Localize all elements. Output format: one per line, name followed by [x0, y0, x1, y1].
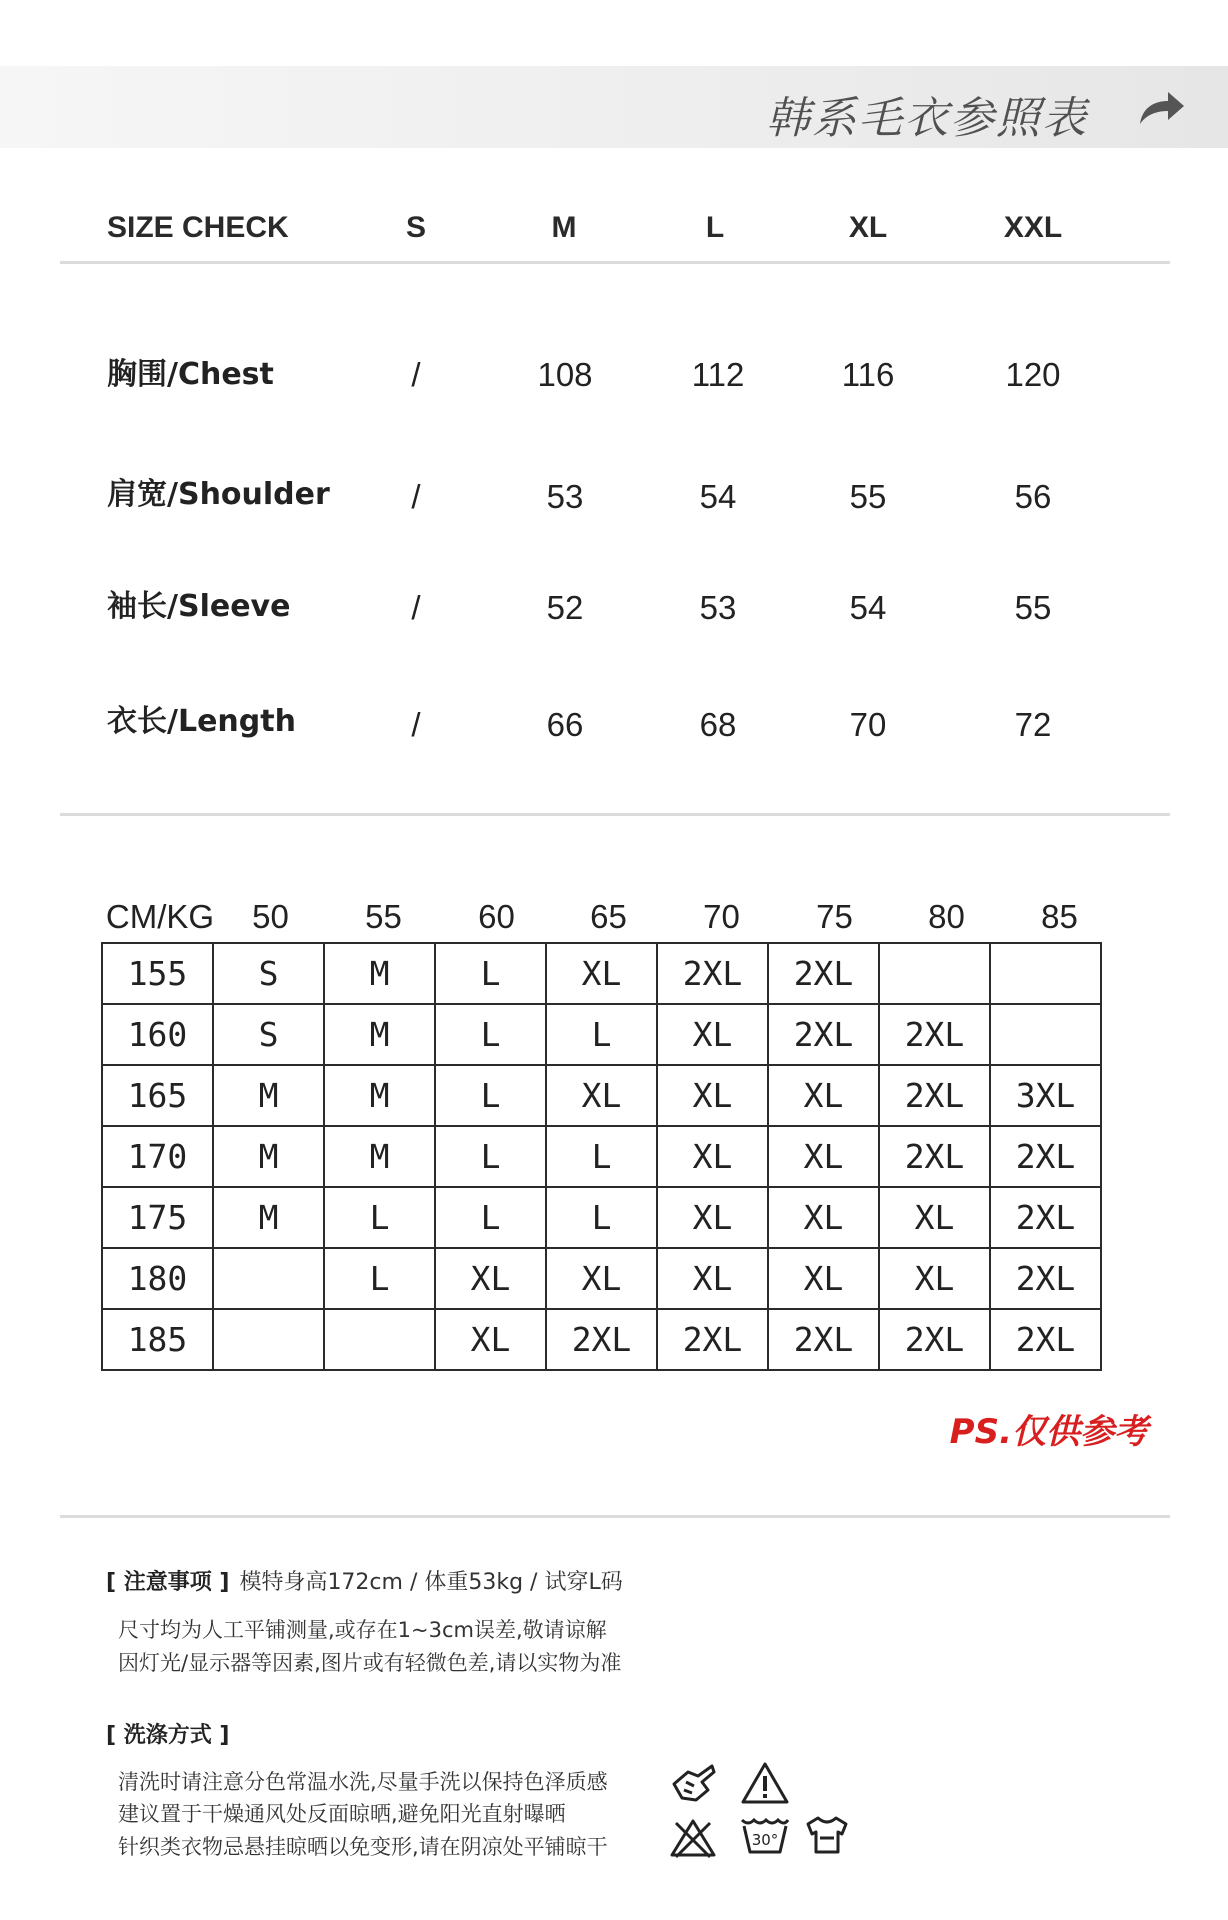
grid-cell: L: [546, 1004, 657, 1065]
grid-header-weight: 65: [590, 898, 627, 935]
grid-cell: XL: [657, 1065, 768, 1126]
spec-row-label: 肩宽/Shoulder: [107, 477, 330, 512]
spec-cell: 72: [1014, 706, 1052, 743]
grid-header-weight: 80: [928, 898, 965, 935]
grid-cell: 2XL: [546, 1309, 657, 1370]
grid-cell: XL: [768, 1187, 879, 1248]
grid-cell: 3XL: [990, 1065, 1101, 1126]
grid-cell: [990, 1004, 1101, 1065]
grid-cell: [990, 943, 1101, 1004]
spec-cell: 56: [1014, 478, 1052, 515]
grid-cell: 2XL: [879, 1309, 990, 1370]
wash-title: [ 洗涤方式 ]: [106, 1723, 230, 1748]
title-banner: [0, 66, 1228, 148]
spec-header-xxl: XXL: [1003, 211, 1063, 244]
grid-cell: XL: [768, 1126, 879, 1187]
grid-cell: L: [435, 943, 546, 1004]
model-info: 模特身高172cm / 体重53kg / 试穿L码: [239, 1570, 623, 1595]
grid-cell: XL: [546, 1248, 657, 1309]
grid-row: [102, 943, 1101, 1004]
spec-cell: 70: [849, 706, 887, 743]
grid-cell: XL: [657, 1004, 768, 1065]
grid-cell: XL: [546, 1065, 657, 1126]
grid-cell: L: [435, 1126, 546, 1187]
grid-cell: XL: [657, 1187, 768, 1248]
spec-cell: 54: [849, 589, 887, 626]
spec-cell: /: [411, 478, 421, 515]
wash-line: 清洗时请注意分色常温水洗,尽量手洗以保持色泽质感: [118, 1770, 608, 1794]
reference-note: PS.仅供参考: [949, 1412, 1148, 1452]
wash-30-icon: [738, 1812, 792, 1858]
grid-cell: M: [324, 943, 435, 1004]
grid-cell-height: 185: [102, 1309, 213, 1370]
spec-header-size-check: SIZE CHECK: [107, 211, 289, 244]
wash-line: 建议置于干燥通风处反面晾晒,避免阳光直射曝晒: [118, 1802, 566, 1826]
no-bleach-icon: [668, 1815, 718, 1861]
hand-wash-icon: [668, 1760, 718, 1806]
grid-cell-height: 165: [102, 1065, 213, 1126]
grid-row: [102, 1248, 1101, 1309]
grid-header-weight: 55: [365, 898, 402, 935]
grid-cell: 2XL: [768, 943, 879, 1004]
grid-row: [102, 1126, 1101, 1187]
dry-flat-icon: [802, 1812, 852, 1858]
spec-cell: /: [411, 706, 421, 743]
grid-header-weight: 70: [703, 898, 740, 935]
grid-row: [102, 1004, 1101, 1065]
grid-cell: L: [546, 1126, 657, 1187]
share-arrow-icon: [1134, 88, 1186, 128]
spec-cell: 112: [691, 356, 745, 393]
grid-cell: 2XL: [768, 1309, 879, 1370]
note-line: 尺寸均为人工平铺测量,或存在1~3cm误差,敬请谅解: [118, 1618, 607, 1642]
grid-cell: XL: [435, 1309, 546, 1370]
grid-cell: XL: [657, 1248, 768, 1309]
spec-cell: 55: [849, 478, 887, 515]
grid-header-weight: 50: [252, 898, 289, 935]
grid-header-weight: 75: [816, 898, 853, 935]
grid-cell: M: [213, 1126, 324, 1187]
wash-line: 针织类衣物忌悬挂晾晒以免变形,请在阴凉处平铺晾干: [118, 1835, 608, 1859]
spec-cell: 53: [699, 589, 737, 626]
spec-cell: 55: [1014, 589, 1052, 626]
grid-cell: L: [435, 1065, 546, 1126]
grid-cell: L: [435, 1004, 546, 1065]
grid-cell: XL: [879, 1248, 990, 1309]
grid-cell-height: 175: [102, 1187, 213, 1248]
spec-cell: 68: [699, 706, 737, 743]
grid-cell: 2XL: [990, 1248, 1101, 1309]
spec-row-label: 衣长/Length: [107, 704, 296, 739]
spec-cell: 66: [546, 706, 584, 743]
grid-cell: M: [324, 1065, 435, 1126]
divider-top: [60, 261, 1170, 264]
grid-cell: 2XL: [657, 1309, 768, 1370]
grid-cell: XL: [435, 1248, 546, 1309]
grid-cell: M: [213, 1065, 324, 1126]
spec-header-l: L: [705, 211, 725, 244]
grid-cell-height: 180: [102, 1248, 213, 1309]
grid-cell: XL: [879, 1187, 990, 1248]
grid-cell: XL: [546, 943, 657, 1004]
grid-header-weight: 85: [1041, 898, 1078, 935]
grid-cell: L: [324, 1187, 435, 1248]
grid-header-weight: 60: [478, 898, 515, 935]
grid-cell: XL: [657, 1126, 768, 1187]
grid-cell: XL: [768, 1065, 879, 1126]
grid-cell: L: [435, 1187, 546, 1248]
grid-cell: L: [324, 1248, 435, 1309]
grid-cell: 2XL: [768, 1004, 879, 1065]
spec-cell: 52: [546, 589, 584, 626]
grid-cell: [213, 1248, 324, 1309]
spec-row-label: 袖长/Sleeve: [107, 589, 291, 624]
grid-cell-height: 160: [102, 1004, 213, 1065]
spec-cell: 116: [841, 356, 895, 393]
grid-cell: L: [546, 1187, 657, 1248]
grid-cell: [213, 1309, 324, 1370]
spec-cell: /: [411, 589, 421, 626]
grid-row: [102, 1065, 1101, 1126]
spec-header-s: S: [405, 211, 426, 244]
spec-row-label: 胸围/Chest: [107, 357, 274, 392]
grid-cell: S: [213, 1004, 324, 1065]
notes-section: [106, 1565, 623, 1596]
grid-cell-height: 155: [102, 943, 213, 1004]
grid-cell: 2XL: [990, 1187, 1101, 1248]
grid-row: [102, 1187, 1101, 1248]
grid-cell: [324, 1309, 435, 1370]
note-line: 因灯光/显示器等因素,图片或有轻微色差,请以实物为准: [118, 1651, 622, 1675]
grid-cell: XL: [768, 1248, 879, 1309]
spec-cell: 53: [546, 478, 584, 515]
grid-cell: M: [324, 1126, 435, 1187]
wash-temp-label: 30°: [751, 1831, 779, 1849]
grid-cell-height: 170: [102, 1126, 213, 1187]
banner-title: 韩系毛衣参照表: [766, 93, 1088, 144]
spec-cell: /: [411, 356, 421, 393]
divider-middle: [60, 813, 1170, 816]
spec-cell: 108: [537, 356, 593, 393]
grid-cell: 2XL: [657, 943, 768, 1004]
grid-row: [102, 1309, 1101, 1370]
size-grid: [101, 942, 1102, 1371]
grid-cell: M: [213, 1187, 324, 1248]
grid-header-cm-kg: CM/KG: [105, 898, 215, 935]
spec-cell: 54: [699, 478, 737, 515]
warning-icon: [740, 1760, 790, 1806]
grid-cell: 2XL: [990, 1126, 1101, 1187]
notes-title: [ 注意事项 ]: [106, 1570, 230, 1595]
grid-cell: 2XL: [879, 1126, 990, 1187]
grid-cell: [879, 943, 990, 1004]
spec-header-m: M: [551, 211, 577, 244]
grid-cell: M: [324, 1004, 435, 1065]
grid-cell: 2XL: [879, 1065, 990, 1126]
divider-bottom: [60, 1515, 1170, 1518]
spec-cell: 120: [1005, 356, 1061, 393]
grid-cell: 2XL: [879, 1004, 990, 1065]
grid-cell: 2XL: [990, 1309, 1101, 1370]
spec-header-xl: XL: [848, 211, 888, 244]
grid-cell: S: [213, 943, 324, 1004]
